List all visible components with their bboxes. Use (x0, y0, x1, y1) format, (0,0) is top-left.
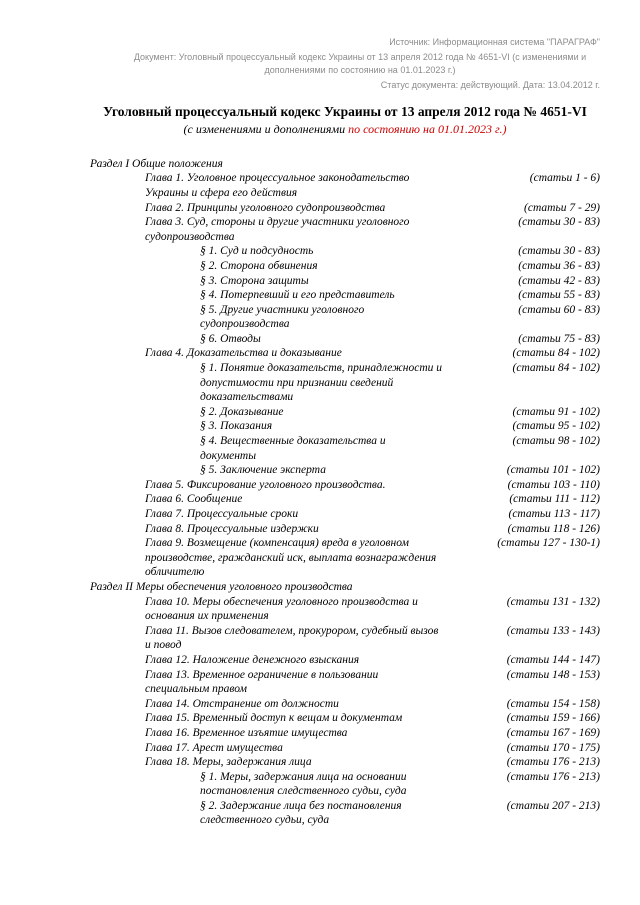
toc-entry-title: § 5. Другие участники уголовного судопроизводства (200, 303, 365, 331)
toc-section-row (90, 580, 600, 595)
toc-entry-title: Глава 13. Временное ограничение в пользовании специальным правом (145, 668, 379, 696)
document-subtitle (90, 122, 600, 136)
toc-entry-articles-range: (статьи 127 - 130-1) (497, 537, 600, 550)
toc-entry-title: Глава 16. Временное изъятие имущества (145, 726, 348, 739)
toc-chapter-row (90, 668, 600, 697)
toc-entry-articles-range: (статьи 176 - 213) (506, 756, 600, 769)
toc-section-row (90, 157, 600, 172)
toc-chapter-row (90, 478, 600, 493)
toc-entry-title: Глава 2. Принципы уголовного судопроизводства (145, 201, 386, 214)
toc-chapter-row (90, 755, 600, 770)
toc-entry-articles-range: (статьи 159 - 166) (506, 712, 600, 725)
toc-entry-articles-range: (статьи 91 - 102) (512, 405, 600, 418)
toc-entry-title: Раздел II Меры обеспечения уголовного производства (90, 580, 353, 593)
status-line: Статус документа: действующий. Дата: 13.04.2012 г. (380, 80, 600, 91)
subtitle-amendments-text: (с изменениями и дополнениями (183, 122, 349, 137)
toc-entry-articles-range: (статьи 30 - 83) (518, 245, 600, 258)
toc-entry-title: Глава 18. Меры, задержания лица (145, 756, 312, 769)
toc-entry-title: Глава 8. Процессуальные издержки (145, 522, 319, 535)
toc-entry-title: § 2. Задержание лица без постановления следственного судьи, суда (200, 799, 402, 827)
toc-entry-title: Глава 1. Уголовное процессуальное законодательство Украины и сфера его действия (145, 172, 410, 199)
toc-chapter-row (90, 741, 600, 756)
toc-entry-title: Глава 4. Доказательства и доказывание (145, 347, 342, 360)
toc-chapter-row (90, 171, 600, 200)
toc-entry-articles-range: (статьи 113 - 117) (508, 508, 600, 521)
toc-entry-articles-range: (статьи 170 - 175) (506, 741, 600, 754)
toc-chapter-row (90, 726, 600, 741)
toc-entry-articles-range: (статьи 131 - 132) (506, 595, 600, 608)
toc-paragraph-row (90, 288, 600, 303)
toc-chapter-row (90, 711, 600, 726)
toc-entry-title: Глава 7. Процессуальные сроки (145, 508, 299, 521)
toc-paragraph-row (90, 434, 600, 463)
toc-entry-title: § 4. Потерпевший и его представитель (200, 289, 395, 302)
toc-paragraph-row (90, 274, 600, 289)
toc-chapter-row (90, 595, 600, 624)
toc-paragraph-row (90, 332, 600, 347)
toc-entry-articles-range: (статьи 103 - 110) (507, 478, 600, 491)
toc-entry-title: § 4. Вещественные доказательства и документы (200, 435, 386, 462)
source-line: Источник: Информационная система "ПАРАГРАФ" (389, 37, 600, 47)
subtitle-date-text: по состоянию на 01.01.2023 г.) (348, 122, 507, 137)
toc-entry-articles-range: (статьи 84 - 102) (512, 362, 600, 375)
toc-entry-articles-range: (статьи 30 - 83) (518, 216, 600, 229)
toc-entry-title: Глава 12. Наложение денежного взыскания (145, 653, 360, 666)
table-of-contents (90, 157, 600, 828)
toc-paragraph-row (90, 259, 600, 274)
toc-entry-articles-range: (статьи 95 - 102) (512, 420, 600, 433)
toc-chapter-row (90, 624, 600, 653)
document-title: Уголовный процессуальный кодекс Украины от 13 апреля 2012 года № 4651-VI (103, 104, 587, 120)
toc-chapter-row (90, 653, 600, 668)
toc-entry-articles-range: (статьи 84 - 102) (512, 347, 600, 360)
toc-entry-articles-range: (статьи 207 - 213) (506, 799, 600, 812)
toc-entry-articles-range: (статьи 1 - 6) (529, 172, 600, 185)
toc-entry-articles-range: (статьи 60 - 83) (518, 303, 600, 316)
toc-paragraph-row (90, 419, 600, 434)
toc-entry-articles-range: (статьи 176 - 213) (506, 770, 600, 783)
toc-entry-articles-range: (статьи 7 - 29) (524, 201, 600, 214)
toc-entry-articles-range: (статьи 167 - 169) (506, 726, 600, 739)
toc-entry-title: § 1. Понятие доказательств, принадлежности и допустимости при признании сведений доказательствами (200, 362, 443, 404)
toc-entry-title: § 1. Меры, задержания лица на основании постановления следственного судьи, суда (200, 770, 407, 798)
toc-entry-articles-range: (статьи 36 - 83) (518, 259, 600, 272)
toc-entry-title: § 2. Сторона обвинения (200, 259, 318, 272)
toc-entry-title: Глава 17. Арест имущества (145, 741, 283, 754)
toc-entry-title: § 5. Заключение эксперта (200, 464, 326, 477)
toc-paragraph-row (90, 405, 600, 420)
toc-chapter-row (90, 522, 600, 537)
toc-entry-title: Глава 11. Вызов следователем, прокурором, судебный вызов и повод (145, 624, 439, 652)
document-line: Документ: Уголовный процессуальный кодекс Украины от 13 апреля 2012 года № 4651-VI (с изменениями и дополнениями по состоянию на 01.01.2023 г.) (133, 52, 587, 76)
toc-entry-articles-range: (статьи 98 - 102) (512, 435, 600, 448)
toc-entry-articles-range: (статьи 118 - 126) (507, 522, 600, 535)
toc-entry-articles-range: (статьи 144 - 147) (506, 653, 600, 666)
document-meta-header (90, 36, 600, 92)
toc-entry-title: § 3. Показания (200, 420, 273, 433)
toc-entry-articles-range: (статьи 133 - 143) (506, 624, 600, 637)
toc-entry-articles-range: (статьи 111 - 112) (509, 493, 600, 506)
toc-entry-articles-range: (статьи 101 - 102) (506, 464, 600, 477)
toc-entry-title: § 2. Доказывание (200, 405, 284, 418)
toc-paragraph-row (90, 244, 600, 259)
toc-entry-title: § 3. Сторона защиты (200, 274, 309, 287)
toc-entry-articles-range: (статьи 42 - 83) (518, 274, 600, 287)
toc-entry-title: § 6. Отводы (200, 332, 261, 345)
toc-chapter-row (90, 215, 600, 244)
toc-entry-title: Глава 6. Сообщение (145, 493, 243, 506)
toc-entry-title: Глава 15. Временный доступ к вещам и документам (145, 712, 403, 725)
toc-chapter-row (90, 201, 600, 216)
toc-entry-title: Глава 10. Меры обеспечения уголовного производства и основания их применения (145, 595, 418, 623)
toc-entry-articles-range: (статьи 148 - 153) (506, 668, 600, 681)
toc-entry-title: § 1. Суд и подсудность (200, 245, 314, 258)
toc-entry-articles-range: (статьи 154 - 158) (506, 697, 600, 710)
toc-entry-articles-range: (статьи 75 - 83) (518, 332, 600, 345)
toc-chapter-row (90, 346, 600, 361)
toc-paragraph-row (90, 303, 600, 332)
toc-entry-title: Глава 5. Фиксирование уголовного производства. (145, 478, 386, 491)
toc-paragraph-row (90, 770, 600, 799)
toc-paragraph-row (90, 361, 600, 405)
toc-entry-title: Раздел I Общие положения (90, 157, 223, 170)
toc-chapter-row (90, 492, 600, 507)
toc-entry-articles-range: (статьи 55 - 83) (518, 289, 600, 302)
toc-chapter-row (90, 697, 600, 712)
toc-paragraph-row (90, 463, 600, 478)
toc-chapter-row (90, 507, 600, 522)
toc-chapter-row (90, 536, 600, 580)
toc-paragraph-row (90, 799, 600, 828)
toc-entry-title: Глава 3. Суд, стороны и другие участники уголовного судопроизводства (145, 216, 410, 243)
toc-entry-title: Глава 14. Отстранение от должности (145, 697, 339, 710)
toc-entry-title: Глава 9. Возмещение (компенсация) вреда в уголовном производстве, гражданский иск, выплата вознаграждения обличителю (145, 537, 437, 579)
